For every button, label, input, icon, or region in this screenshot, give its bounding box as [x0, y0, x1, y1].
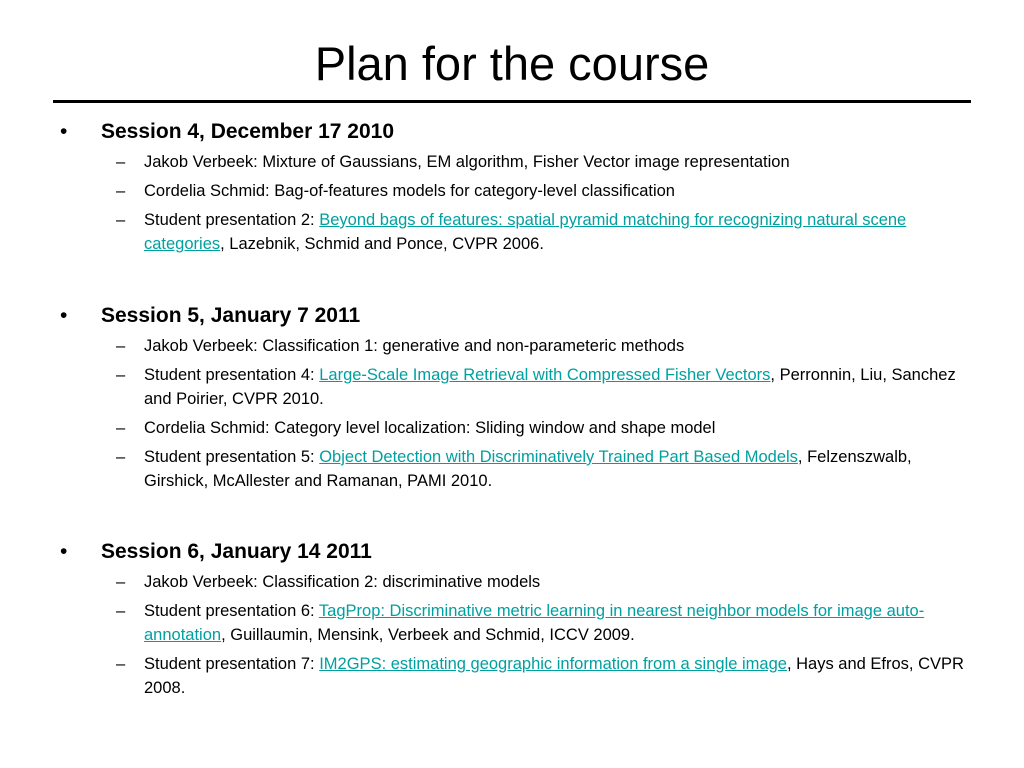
item-text: Cordelia Schmid: Category level localization: Sliding window and shape model — [144, 419, 716, 437]
session-heading — [60, 537, 970, 567]
list-item — [60, 334, 970, 358]
dash: – — [116, 211, 126, 229]
item-text: Jakob Verbeek: Classification 2: discriminative models — [144, 573, 541, 591]
citation-text: , Lazebnik, Schmid and Ponce, CVPR 2006. — [220, 235, 544, 253]
dash: – — [116, 573, 126, 591]
dash: – — [116, 602, 126, 620]
bullet: • — [60, 120, 68, 143]
session-6 — [60, 537, 970, 700]
dash: – — [116, 448, 126, 466]
list-item — [60, 208, 970, 256]
slide-title: Plan for the course — [314, 37, 710, 90]
dash: – — [116, 182, 126, 200]
session-heading — [60, 117, 970, 147]
paper-link[interactable]: IM2GPS: estimating geographic information from a single image — [319, 655, 787, 673]
list-item — [60, 599, 970, 647]
session-items — [60, 150, 970, 256]
paper-link[interactable]: Large-Scale Image Retrieval with Compressed Fisher Vectors — [319, 366, 771, 384]
item-text: Student presentation 7: — [144, 655, 320, 673]
citation-text: , Felzenszwalb, Girshick, McAllester and Ramanan, PAMI 2010. — [144, 448, 912, 490]
item-text: Jakob Verbeek: Mixture of Gaussians, EM algorithm, Fisher Vector image representation — [144, 153, 790, 171]
citation-text: , Perronnin, Liu, Sanchez and Poirier, CVPR 2010. — [144, 366, 956, 408]
dash: – — [116, 153, 126, 171]
bullet: • — [60, 304, 68, 327]
list-item — [60, 416, 970, 440]
paper-link[interactable]: TagProp: Discriminative metric learning in nearest neighbor models for image auto-annotation — [144, 602, 925, 644]
citation-text: , Guillaumin, Mensink, Verbeek and Schmid, ICCV 2009. — [221, 626, 635, 644]
list-item — [60, 363, 970, 411]
dash: – — [116, 366, 126, 384]
dash: – — [116, 419, 126, 437]
paper-link[interactable]: Beyond bags of features: spatial pyramid matching for recognizing natural scene categories — [144, 211, 907, 253]
session-4 — [60, 117, 970, 256]
dash: – — [116, 337, 126, 355]
list-item — [60, 150, 970, 174]
session-title: Session 5, January 7 2011 — [101, 304, 361, 327]
bullet: • — [60, 540, 68, 563]
list-item — [60, 652, 970, 700]
list-item — [60, 570, 970, 594]
item-text: Student presentation 5: — [144, 448, 320, 466]
item-text: Cordelia Schmid: Bag-of-features models for category-level classification — [144, 182, 675, 200]
list-item — [60, 179, 970, 203]
session-items — [60, 334, 970, 493]
list-item — [60, 445, 970, 493]
paper-link[interactable]: Object Detection with Discriminatively Trained Part Based Models — [319, 448, 798, 466]
citation-text: , Hays and Efros, CVPR 2008. — [144, 655, 964, 697]
session-title: Session 4, December 17 2010 — [101, 120, 395, 143]
item-text: Student presentation 6: — [144, 602, 319, 620]
session-heading — [60, 301, 970, 331]
session-5 — [60, 301, 970, 493]
item-text: Jakob Verbeek: Classification 1: generative and non-parameteric methods — [144, 337, 685, 355]
dash: – — [116, 655, 126, 673]
item-text: Student presentation 2: — [144, 211, 320, 229]
item-text: Student presentation 4: — [144, 366, 320, 384]
session-items — [60, 570, 970, 700]
session-title: Session 6, January 14 2011 — [101, 540, 372, 563]
